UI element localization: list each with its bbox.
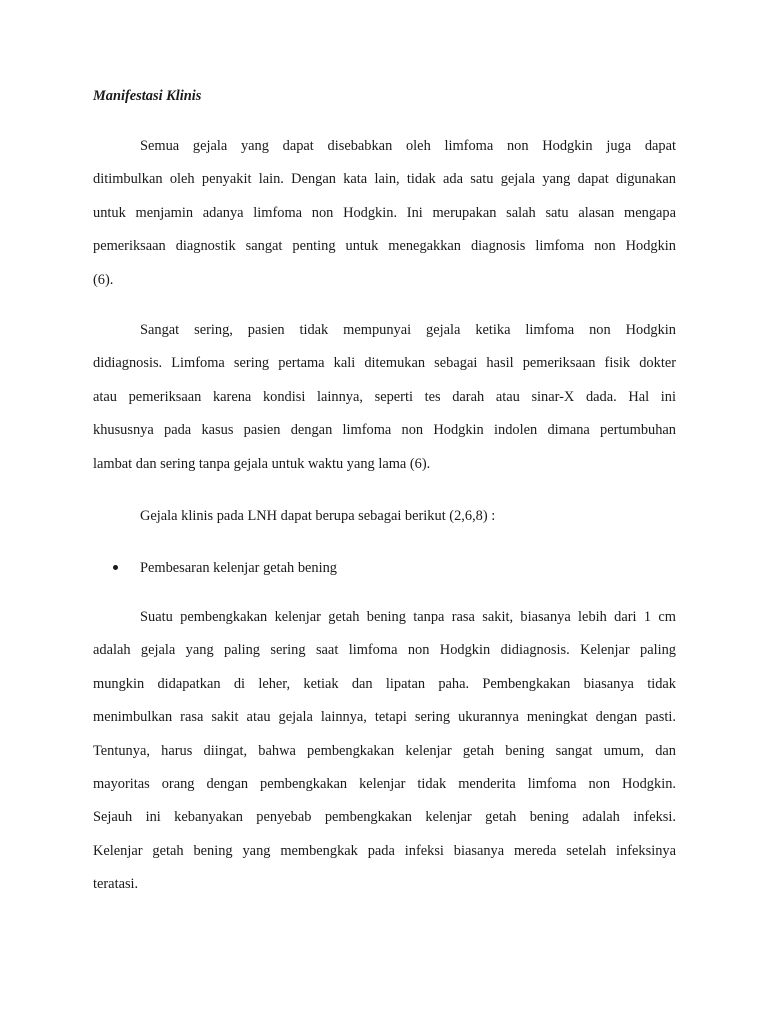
bullet-icon bbox=[113, 565, 118, 570]
section-heading: Manifestasi Klinis bbox=[93, 88, 202, 104]
paragraph-3 bbox=[140, 500, 640, 533]
paragraph-line: untuk menjamin adanya limfoma non Hodgkin. Ini merupakan salah satu alasan mengapa bbox=[93, 204, 676, 221]
paragraph-line: lambat dan sering tanpa gejala untuk waktu yang lama (6). bbox=[93, 455, 431, 472]
paragraph-line: Gejala klinis pada LNH dapat berupa sebagai berikut (2,6,8) : bbox=[140, 508, 496, 524]
paragraph-line: teratasi. bbox=[93, 876, 139, 893]
paragraph-line: adalah gejala yang paling sering saat limfoma non Hodgkin didiagnosis. Kelenjar paling bbox=[93, 642, 676, 659]
paragraph-line: Sangat sering, pasien tidak mempunyai gejala ketika limfoma non Hodgkin bbox=[140, 322, 676, 338]
bullet-text: Pembesaran kelenjar getah bening bbox=[140, 560, 337, 576]
paragraph-line: Sejauh ini kebanyakan penyebab pembengkakan kelenjar getah bening adalah infeksi. bbox=[93, 809, 676, 826]
paragraph-line: pemeriksaan diagnostik sangat penting untuk menegakkan diagnosis limfoma non Hodgkin bbox=[93, 238, 676, 255]
paragraph-line: Semua gejala yang dapat disebabkan oleh limfoma non Hodgkin juga dapat bbox=[140, 138, 676, 154]
paragraph-1 bbox=[93, 130, 676, 297]
paragraph-line: Tentunya, harus diingat, bahwa pembengkakan kelenjar getah bening sangat umum, dan bbox=[93, 742, 676, 759]
paragraph-line: (6). bbox=[93, 271, 114, 288]
paragraph-line: Kelenjar getah bening yang membengkak pada infeksi biasanya mereda setelah infeksinya bbox=[93, 842, 676, 859]
paragraph-line: atau pemeriksaan karena kondisi lainnya, seperti tes darah atau sinar-X dada. Hal ini bbox=[93, 388, 676, 405]
paragraph-line: Suatu pembengkakan kelenjar getah bening tanpa rasa sakit, biasanya lebih dari 1 cm bbox=[140, 609, 676, 625]
paragraph-line: mayoritas orang dengan pembengkakan kelenjar tidak menderita limfoma non Hodgkin. bbox=[93, 776, 676, 793]
paragraph-4 bbox=[93, 601, 676, 902]
paragraph-line: ditimbulkan oleh penyakit lain. Dengan kata lain, tidak ada satu gejala yang dapat digunakan bbox=[93, 171, 676, 188]
paragraph-line: didiagnosis. Limfoma sering pertama kali ditemukan sebagai hasil pemeriksaan fisik dokter bbox=[93, 355, 676, 372]
paragraph-line: khususnya pada kasus pasien dengan limfoma non Hodgkin indolen dimana pertumbuhan bbox=[93, 422, 676, 439]
paragraph-line: menimbulkan rasa sakit atau gejala lainnya, tetapi sering ukurannya meningkat dengan pasti. bbox=[93, 709, 676, 726]
paragraph-line: mungkin didapatkan di leher, ketiak dan lipatan paha. Pembengkakan biasanya tidak bbox=[93, 675, 676, 692]
paragraph-2 bbox=[93, 314, 676, 481]
